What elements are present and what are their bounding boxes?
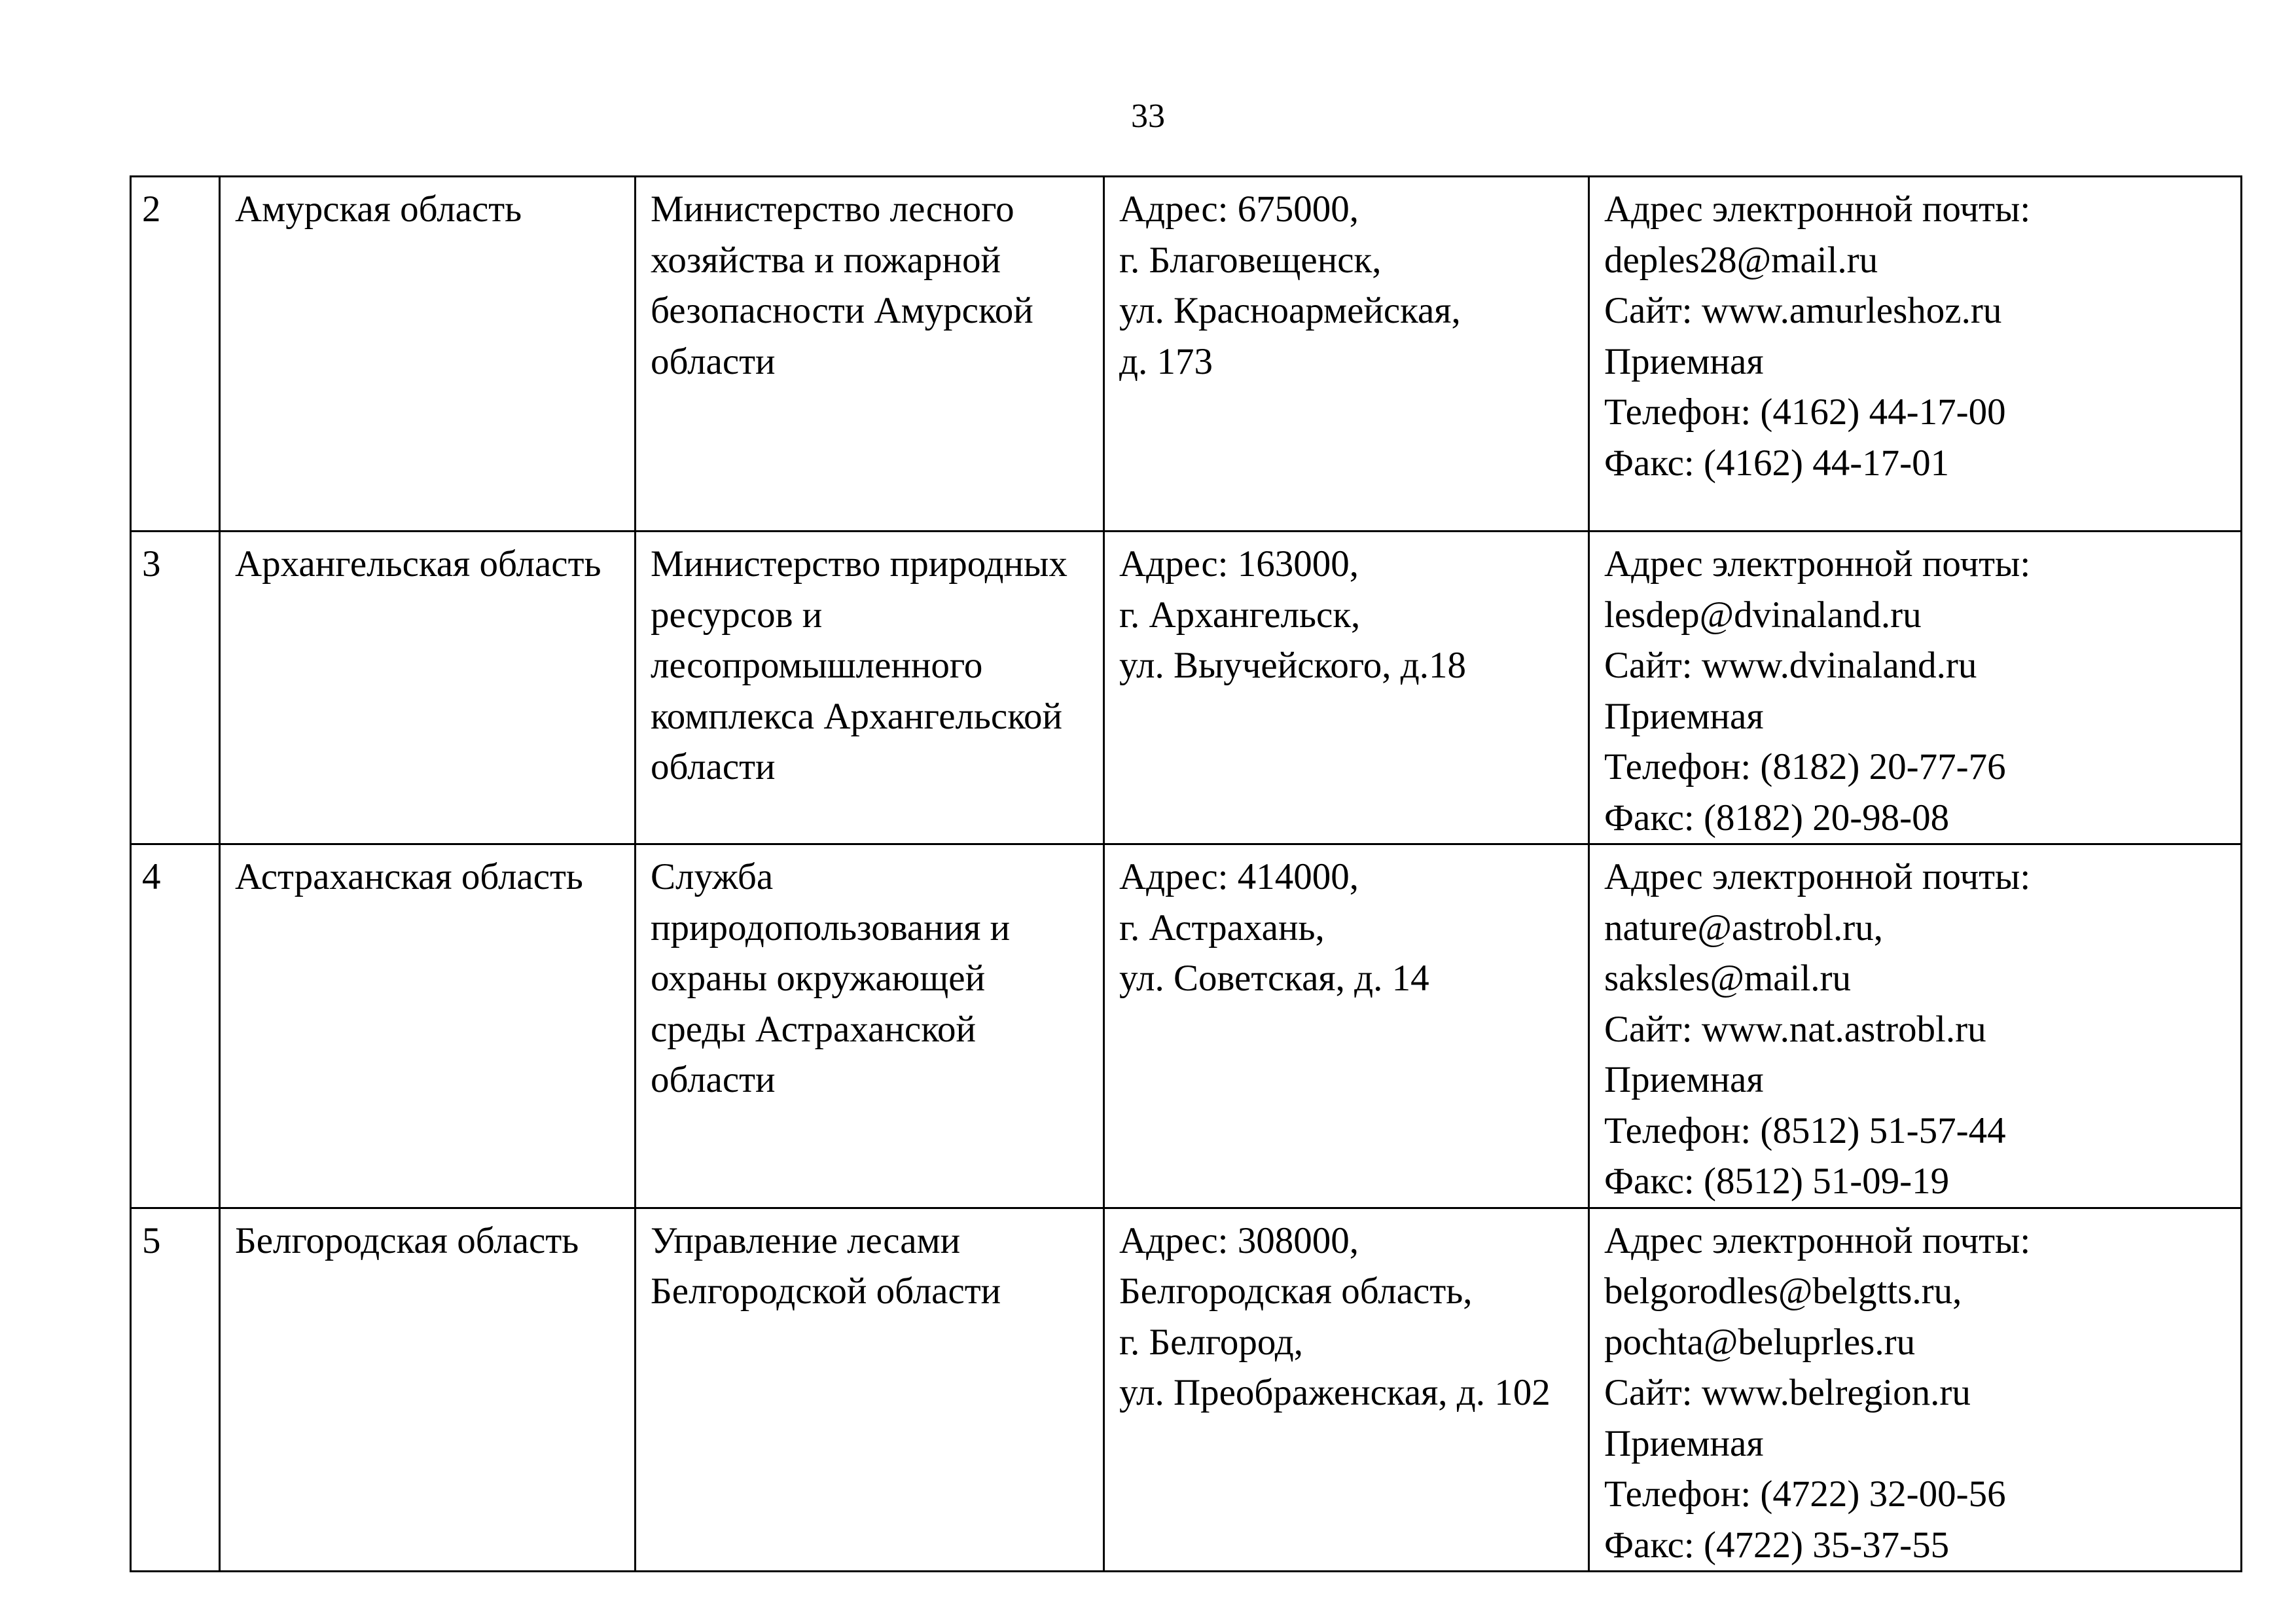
authority-line: комплекса Архангельской <box>651 695 1063 737</box>
authority-line: Министерство лесного <box>651 189 1014 230</box>
row-number: 2 <box>131 177 220 532</box>
contacts-line: Сайт: www.amurleshoz.ru <box>1604 290 2002 331</box>
table-row <box>131 1208 2242 1572</box>
authority-cell <box>636 532 1104 844</box>
address-cell <box>1104 1208 1589 1572</box>
contacts-line: Сайт: www.nat.astrobl.ru <box>1604 1008 1986 1050</box>
contacts-line: Факс: (4722) 35-37-55 <box>1604 1524 1950 1566</box>
row-number: 5 <box>131 1208 220 1572</box>
contacts-line: Адрес электронной почты: <box>1604 543 2031 585</box>
authority-line: области <box>651 1059 776 1100</box>
address-line: ул. Выучейского, д.18 <box>1119 645 1467 686</box>
row-number: 4 <box>131 844 220 1208</box>
authority-line: Служба <box>651 856 774 897</box>
contacts-line: Факс: (8182) 20-98-08 <box>1604 797 1950 839</box>
table-row <box>131 177 2242 532</box>
region-cell: Архангельская область <box>220 532 636 844</box>
address-line: ул. Советская, д. 14 <box>1119 958 1429 999</box>
contacts-cell <box>1589 177 2242 532</box>
address-line: г. Астрахань, <box>1119 907 1325 948</box>
contacts-line: Сайт: www.dvinaland.ru <box>1604 645 1977 686</box>
authority-cell <box>636 844 1104 1208</box>
address-line: Адрес: 675000, <box>1119 189 1359 230</box>
authorities-table <box>130 175 2242 1572</box>
address-cell <box>1104 532 1589 844</box>
contacts-line: Приемная <box>1604 695 1764 737</box>
address-line: Адрес: 414000, <box>1119 856 1359 897</box>
contacts-cell <box>1589 532 2242 844</box>
region-cell: Астраханская область <box>220 844 636 1208</box>
contacts-line: Адрес электронной почты: <box>1604 856 2031 897</box>
address-line: Белгородская область, <box>1119 1271 1473 1312</box>
contacts-line: lesdep@dvinaland.ru <box>1604 594 1922 636</box>
authority-line: природопользования и <box>651 907 1011 948</box>
contacts-line: Телефон: (4162) 44-17-00 <box>1604 391 2006 433</box>
contacts-line: Факс: (8512) 51-09-19 <box>1604 1161 1950 1202</box>
contacts-cell <box>1589 844 2242 1208</box>
contacts-line: nature@astrobl.ru, <box>1604 907 1884 948</box>
page-number: 33 <box>1131 98 1165 135</box>
authority-line: области <box>651 340 776 382</box>
contacts-line: Телефон: (8182) 20-77-76 <box>1604 746 2006 787</box>
authority-cell <box>636 1208 1104 1572</box>
authority-line: среды Астраханской <box>651 1008 976 1050</box>
contacts-line: Телефон: (8512) 51-57-44 <box>1604 1110 2006 1151</box>
contacts-line: Адрес электронной почты: <box>1604 189 2031 230</box>
address-line: г. Архангельск, <box>1119 594 1361 636</box>
address-cell <box>1104 844 1589 1208</box>
authority-line: области <box>651 746 776 787</box>
address-cell <box>1104 177 1589 532</box>
contacts-line: Приемная <box>1604 1422 1764 1464</box>
contacts-line: Адрес электронной почты: <box>1604 1219 2031 1261</box>
authority-line: Управление лесами <box>651 1219 961 1261</box>
contacts-cell <box>1589 1208 2242 1572</box>
address-line: г. Благовещенск, <box>1119 239 1382 281</box>
table-row <box>131 844 2242 1208</box>
contacts-line: Приемная <box>1604 1059 1764 1100</box>
region-cell: Белгородская область <box>220 1208 636 1572</box>
address-line: г. Белгород, <box>1119 1321 1303 1363</box>
contacts-line: Факс: (4162) 44-17-01 <box>1604 442 1950 484</box>
authority-line: безопасности Амурской <box>651 290 1033 331</box>
contacts-line: pochta@beluprles.ru <box>1604 1321 1916 1363</box>
contacts-line: belgorodles@belgtts.ru, <box>1604 1271 1962 1312</box>
authority-line: Белгородской области <box>651 1271 1001 1312</box>
address-line: д. 173 <box>1119 340 1213 382</box>
contacts-line: saksles@mail.ru <box>1604 958 1852 999</box>
contacts-line: deples28@mail.ru <box>1604 239 1878 281</box>
authority-line: охраны окружающей <box>651 958 986 999</box>
row-number: 3 <box>131 532 220 844</box>
address-line: Адрес: 308000, <box>1119 1219 1359 1261</box>
authority-cell <box>636 177 1104 532</box>
contacts-line: Приемная <box>1604 340 1764 382</box>
authority-line: Министерство природных <box>651 543 1067 585</box>
table-row <box>131 532 2242 844</box>
address-line: ул. Преображенская, д. 102 <box>1119 1372 1551 1413</box>
authority-line: хозяйства и пожарной <box>651 239 1001 281</box>
contacts-line: Телефон: (4722) 32-00-56 <box>1604 1473 2006 1515</box>
authority-line: ресурсов и <box>651 594 823 636</box>
address-line: ул. Красноармейская, <box>1119 290 1461 331</box>
contacts-line: Сайт: www.belregion.ru <box>1604 1372 1971 1413</box>
address-line: Адрес: 163000, <box>1119 543 1359 585</box>
region-cell: Амурская область <box>220 177 636 532</box>
authority-line: лесопромышленного <box>651 645 983 686</box>
